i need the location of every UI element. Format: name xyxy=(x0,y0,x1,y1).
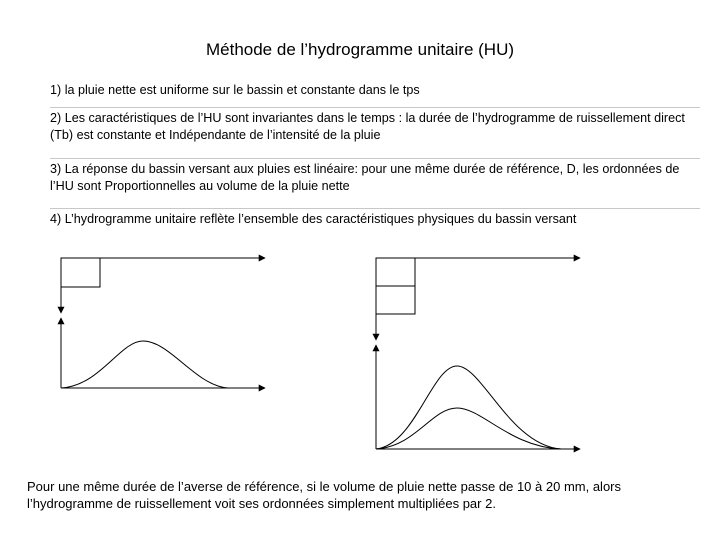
hypothesis-2: 2) Les caractéristiques de l’HU sont invariantes dans le temps : la durée de l’hydrogramme de ruissellement direct (Tb) est constante et Indépendante de l’intensité de la pluie xyxy=(50,107,700,144)
right-rain-pulse-upper xyxy=(376,286,415,314)
left-hydrograph-curve xyxy=(61,341,228,388)
right-hydrograph-curve-unit xyxy=(376,408,561,449)
right-rain-pulse-lower xyxy=(376,258,415,286)
slide-title: Méthode de l’hydrogramme unitaire (HU) xyxy=(205,40,515,59)
hypothesis-4: 4) L’hydrogramme unitaire reflète l’ensemble des caractéristiques physiques du bassin versant xyxy=(50,208,700,228)
hypothesis-1: 1) la pluie nette est uniforme sur le bassin et constante dans le tps xyxy=(50,83,420,97)
left-hydrograph xyxy=(61,318,265,388)
left-rain-pulse xyxy=(61,258,100,287)
right-hydrograph xyxy=(376,345,580,449)
right-hyetograph xyxy=(376,258,580,340)
left-hyetograph xyxy=(61,258,265,313)
hypothesis-3: 3) La réponse du bassin versant aux pluies est linéaire: pour une même durée de référence, D, les ordonnées de l’HU sont Proportionnelles au volume de la pluie nette xyxy=(50,158,700,195)
conclusion-caption: Pour une même durée de l’averse de référence, si le volume de pluie nette passe de 10 à 20 mm, alors l’hydrogramme de ruissellement voit ses ordonnées simplement multipliées par 2. xyxy=(27,479,622,511)
right-hydrograph-curve-doubled xyxy=(376,366,561,449)
